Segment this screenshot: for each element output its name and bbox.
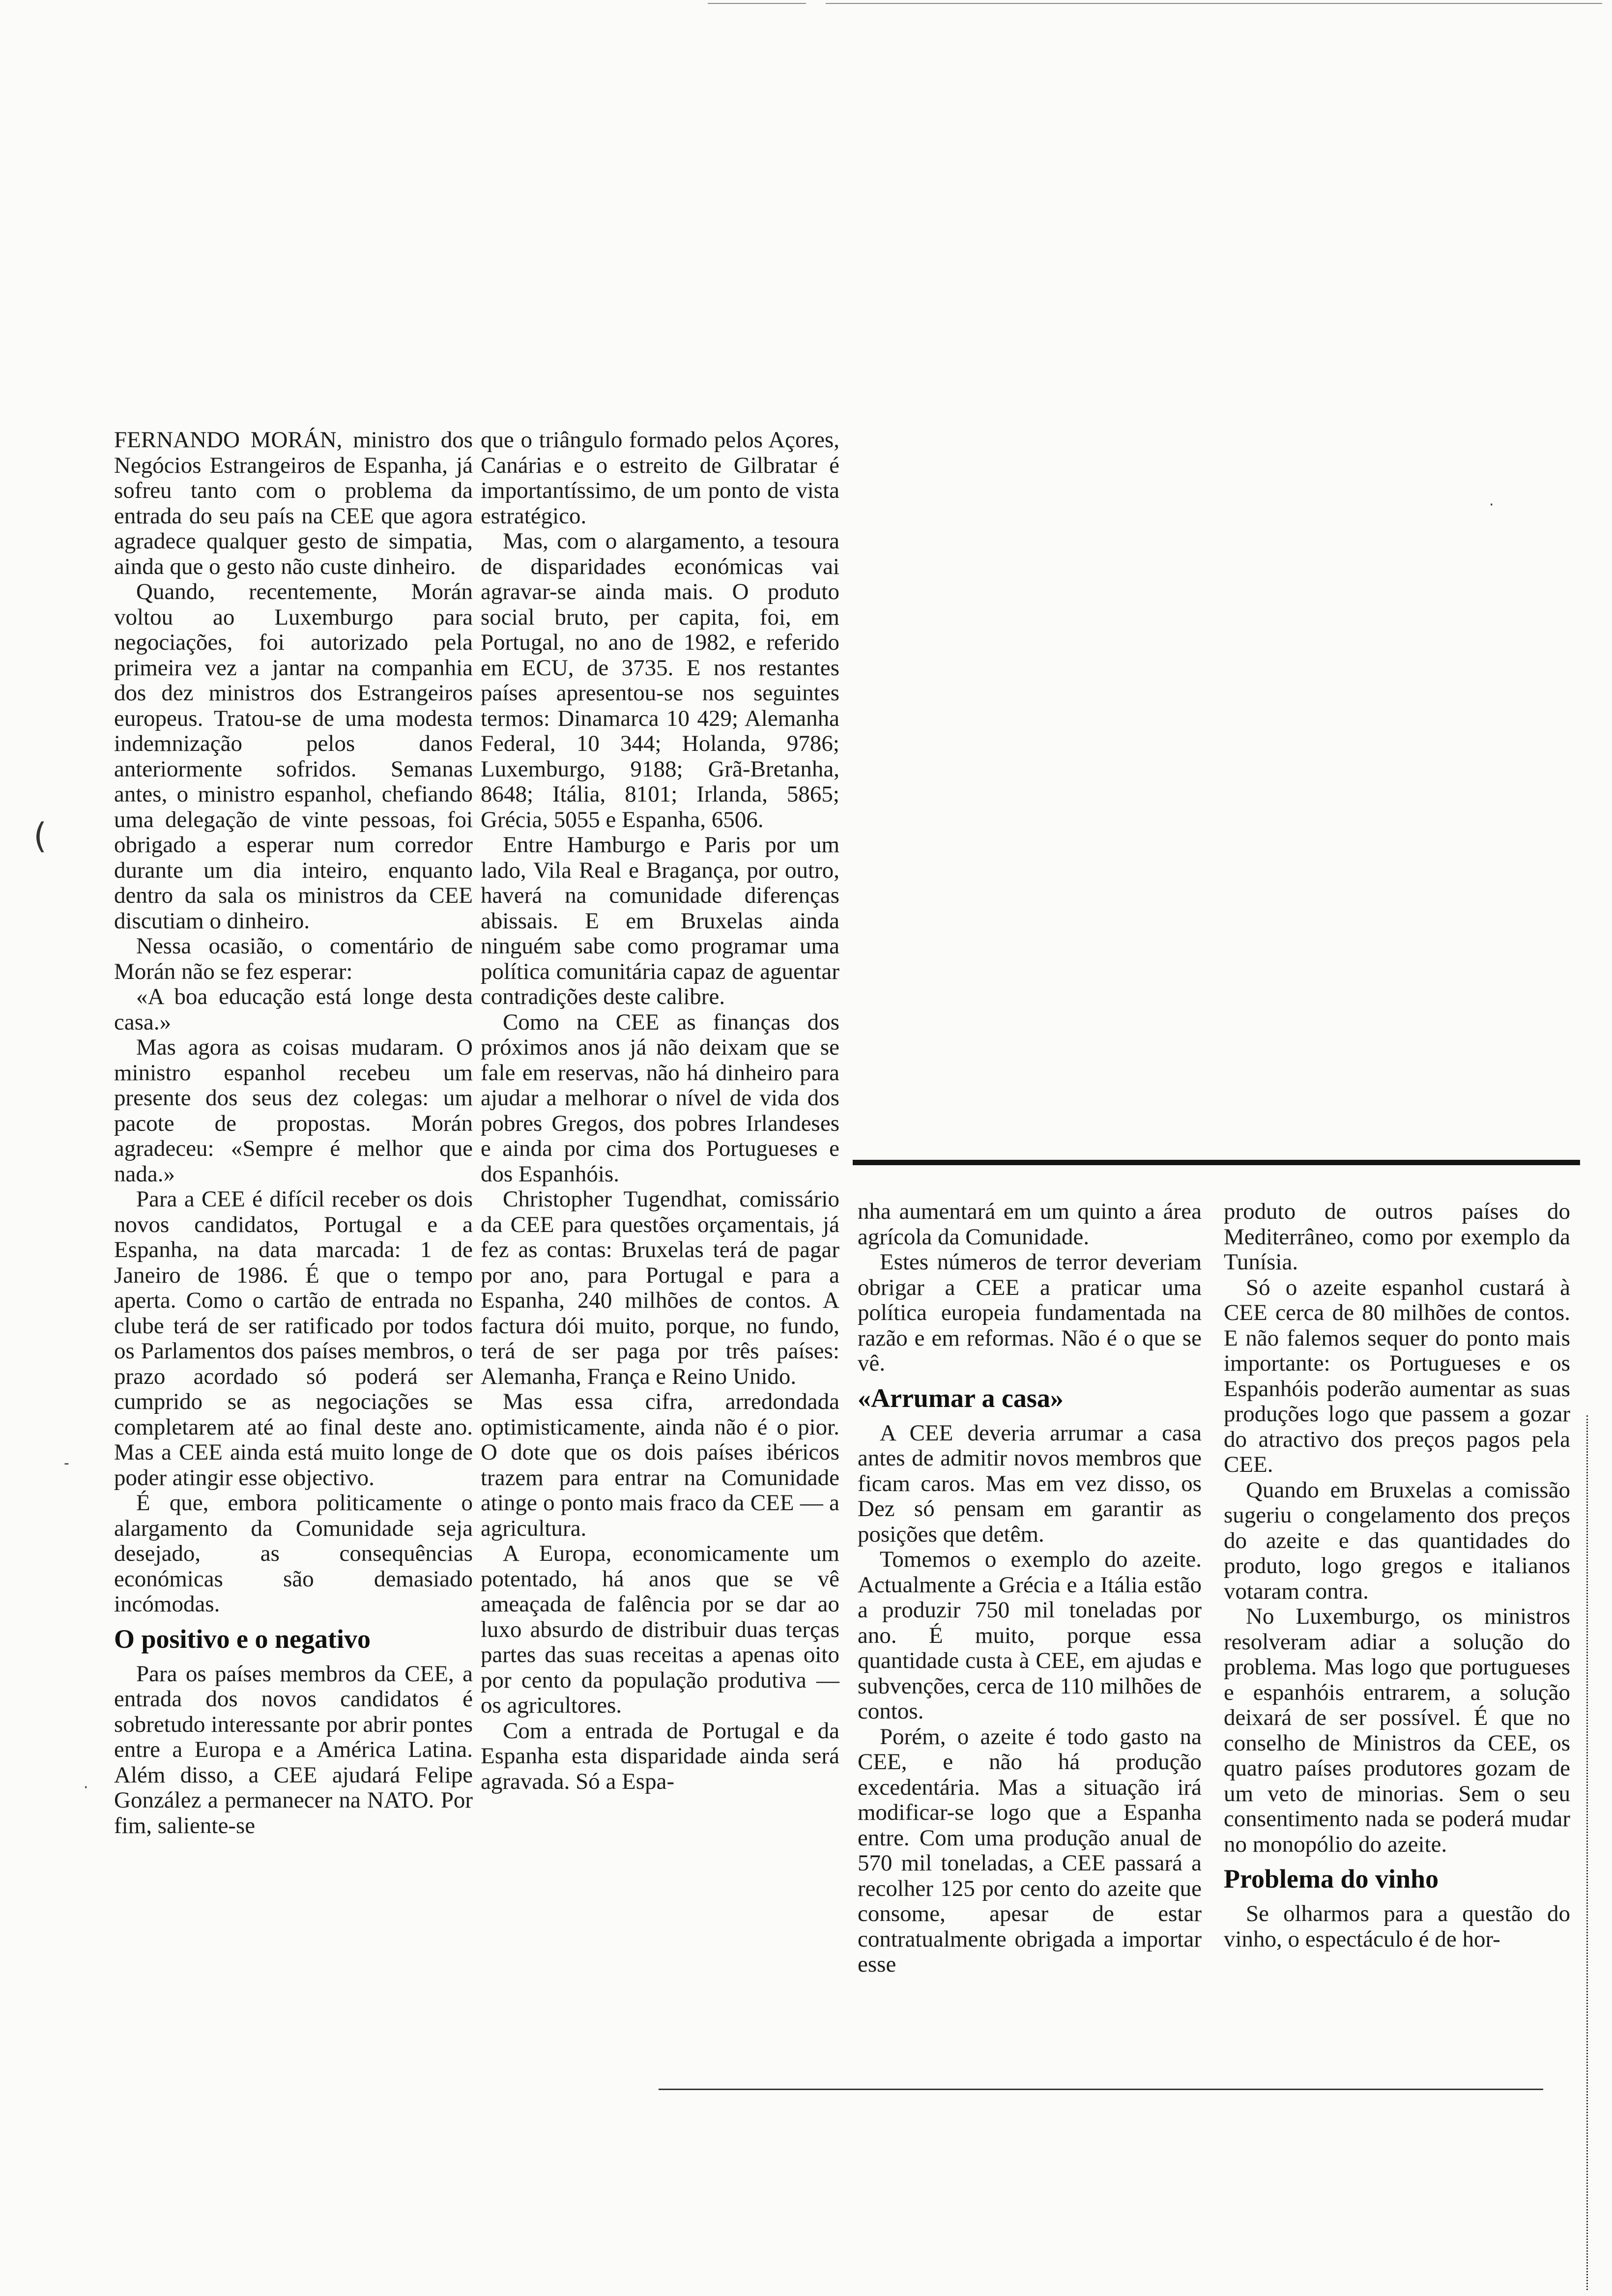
paragraph: Porém, o azeite é todo gasto na CEE, e não há produção excedentária. Mas a situação irá modificar-se logo que a Espanha entre. Com uma produção anual de 570 mil toneladas, a CEE passará a recolher 125 por cento do azeite que consome, apesar de estar contratualmente obrigada a importar esse	[858, 1723, 1202, 1977]
paragraph: É que, embora politicamente o alargamento da Comunidade seja desejado, as consequências económicas são demasiado incómodas.	[114, 1490, 473, 1617]
paragraph: Mas agora as coisas mudaram. O ministro espanhol recebeu um presente dos seus dez colegas: um pacote de propostas. Morán agradeceu: «Sempre é melhor que nada.»	[114, 1034, 473, 1187]
paragraph: Para os países membros da CEE, a entrada dos novos candidatos é sobretudo interessante por abrir pontes entre a Europa e a América Latina. Além disso, a CEE ajudará Felipe González a permanecer na NATO. Por fim, saliente-se	[114, 1661, 473, 1838]
section-heading: Problema do vinho	[1224, 1864, 1439, 1894]
paragraph: Quando, recentemente, Morán voltou ao Luxemburgo para negociações, foi autorizado pela primeira vez a jantar na companhia dos dez ministros dos Estrangeiros europeus. Tratou-se de uma modesta indemnização pelos danos anteriormente sofridos. Semanas antes, o ministro espanhol, chefiando uma delegação de vinte pessoas, foi obrigado a esperar num corredor durante um dia inteiro, enquanto dentro da sala os ministros da CEE discutiam o dinheiro.	[114, 579, 473, 934]
paragraph: Se olharmos para a questão do vinho, o espectáculo é de hor-	[1224, 1901, 1570, 1952]
paragraph: Estes números de terror deveriam obrigar a CEE a praticar uma política europeia fundamentada na razão e em reformas. Não é o que se vê.	[858, 1249, 1202, 1376]
paragraph: Tomemos o exemplo do azeite. Actualmente a Grécia e a Itália estão a produzir 750 mil toneladas por ano. É muito, porque essa quantidade custa à CEE, em ajudas e subvenções, cerca de 110 milhões de contos.	[858, 1547, 1202, 1724]
paragraph: Christopher Tugendhat, comissário da CEE para questões orçamentais, já fez as contas: Bruxelas terá de pagar por ano, para Portugal e para a Espanha, 240 milhões de contos. A factura dói muito, porque, no fundo, terá de ser paga por três países: Alemanha, França e Reino Unido.	[481, 1186, 839, 1389]
article-column-1	[114, 428, 473, 1838]
paragraph: Quando em Bruxelas a comissão sugeriu o congelamento dos preços do azeite e das quantidades do produto, logo gregos e italianos votaram contra.	[1224, 1477, 1570, 1604]
scan-dot-icon: -	[64, 1455, 69, 1472]
paragraph: Mas, com o alargamento, a tesoura de disparidades económicas vai agravar-se ainda mais. O produto social bruto, per capita, foi, em Portugal, no ano de 1982, e referido em ECU, de 3735. E nos restantes países apresentou-se nos seguintes termos: Dinamarca 10 429; Alemanha Federal, 10 344; Holanda, 9786; Luxemburgo, 9188; Grã-Bretanha, 8648; Itália, 8101; Irlanda, 5865; Grécia, 5055 e Espanha, 6506.	[481, 528, 839, 832]
paragraph: A Europa, economicamente um potentado, há anos que se vê ameaçada de falência por se dar ao luxo absurdo de distribuir duas terças partes das suas receitas a apenas oito por cento da população produtiva — os agricultores.	[481, 1541, 839, 1718]
section-rule	[853, 1160, 1580, 1165]
bottom-rule	[659, 2089, 1543, 2090]
article-column-3	[858, 1199, 1202, 1978]
section-heading: O positivo e o negativo	[114, 1624, 371, 1654]
paragraph: Entre Hamburgo e Paris por um lado, Vila Real e Bragança, por outro, haverá na comunidade diferenças abissais. E em Bruxelas ainda ninguém sabe como programar uma política comunitária capaz de aguentar contradições deste calibre.	[481, 832, 839, 1009]
paragraph: Com a entrada de Portugal e da Espanha esta disparidade ainda será agravada. Só a Espa-	[481, 1718, 839, 1794]
scan-mark-icon: (	[33, 816, 47, 856]
paragraph: Para a CEE é difícil receber os dois novos candidatos, Portugal e a Espanha, na data marcada: 1 de Janeiro de 1986. É que o tempo aperta. Como o cartão de entrada no clube terá de ser ratificado por todos os Parlamentos dos países membros, o prazo acordado só poderá ser cumprido se as negociações se completarem até ao final deste ano. Mas a CEE ainda está muito longe de poder atingir esse objectivo.	[114, 1186, 473, 1491]
paragraph: nha aumentará em um quinto a área agrícola da Comunidade.	[858, 1199, 1202, 1250]
scan-edge-noise	[1586, 1415, 1595, 2290]
paragraph: FERNANDO MORÁN, ministro dos Negócios Estrangeiros de Espanha, já sofreu tanto com o problema da entrada do seu país na CEE que agora agradece qualquer gesto de simpatia, ainda que o gesto não custe dinheiro.	[114, 427, 473, 579]
section-heading: «Arrumar a casa»	[858, 1383, 1064, 1413]
paragraph: produto de outros países do Mediterrâneo, como por exemplo da Tunísia.	[1224, 1199, 1570, 1275]
paragraph: Mas essa cifra, arredondada optimisticamente, ainda não é o pior. O dote que os dois países ibéricos trazem para entrar na Comunidade atinge o ponto mais fraco da CEE — a agricultura.	[481, 1389, 839, 1541]
paragraph: Nessa ocasião, o comentário de Morán não se fez esperar:	[114, 933, 473, 984]
paragraph: que o triângulo formado pelos Açores, Canárias e o estreito de Gilbratar é importantíssimo, de um ponto de vista estratégico.	[481, 427, 839, 529]
paragraph: Como na CEE as finanças dos próximos anos já não deixam que se fale em reservas, não há dinheiro para ajudar a melhorar o nível de vida dos pobres Gregos, dos pobres Irlandeses e ainda por cima dos Portugueses e dos Espanhóis.	[481, 1009, 839, 1187]
article-column-4	[1224, 1199, 1570, 1952]
paragraph: «A boa educação está longe desta casa.»	[114, 984, 473, 1035]
paragraph: No Luxemburgo, os ministros resolveram adiar a solução do problema. Mas logo que portugueses e espanhóis entrarem, a solução deixará de ser possível. É que no conselho de Ministros da CEE, os quatro países produtores gozam de um veto de minorias. Sem o seu consentimento nada se poderá mudar no monopólio do azeite.	[1224, 1604, 1570, 1857]
paragraph: Só o azeite espanhol custará à CEE cerca de 80 milhões de contos. E não falemos sequer do ponto mais importante: os Portugueses e os Espanhóis poderão aumentar as suas produções logo que passem a gozar do atractivo dos preços pagos pela CEE.	[1224, 1274, 1570, 1477]
scan-edge-line-left	[708, 3, 806, 4]
article-column-2	[481, 428, 839, 1794]
scan-dot-icon: ·	[1489, 496, 1494, 514]
scan-edge-line-right	[826, 3, 1602, 4]
paragraph: A CEE deveria arrumar a casa antes de admitir novos membros que ficam caros. Mas em vez disso, os Dez só pensam em garantir as posições que detêm.	[858, 1420, 1202, 1547]
scan-dot-icon: ·	[84, 1779, 88, 1796]
